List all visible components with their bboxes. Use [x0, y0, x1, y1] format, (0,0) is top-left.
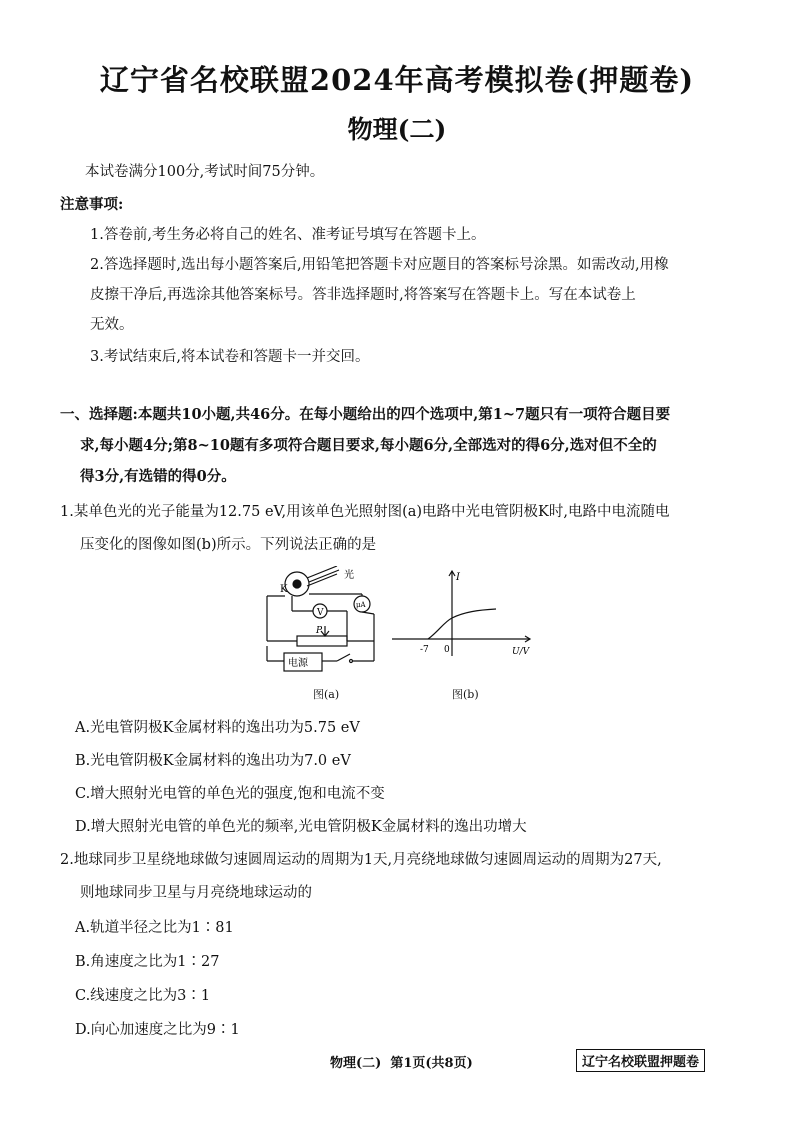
- intro-text: 本试卷满分100分,考试时间75分钟。: [85, 164, 325, 180]
- question-2-option-a: A.轨道半径之比为1∶81: [75, 920, 234, 936]
- phototube-cathode: [293, 580, 301, 588]
- question-1-stem-line-1: 1.某单色光的光子能量为12.75 eV,用该单色光照射图(a)电路中光电管阴极K时,电路中电流随电: [60, 504, 670, 520]
- section-1-line-2: 求,每小题4分;第8~10题有多项符合题目要求,每小题6分,全部选对的得6分,选对但不全的: [80, 437, 657, 454]
- page-footer: 物理(二) 第1页(共8页): [330, 1056, 473, 1071]
- tick-label-neg7: -7: [420, 645, 429, 655]
- iu-curve: [428, 609, 496, 639]
- notice-heading: 注意事项:: [60, 196, 124, 213]
- rheostat: [297, 636, 347, 646]
- notice-item-1: 1.答卷前,考生务必将自己的姓名、准考证号填写在答题卡上。: [90, 227, 486, 243]
- figure-b-caption: 图(b): [452, 688, 479, 701]
- tick-label-zero: 0: [444, 645, 450, 655]
- question-2-stem-line-2: 则地球同步卫星与月亮绕地球运动的: [80, 885, 312, 901]
- question-2-stem-line-1: 2.地球同步卫星绕地球做匀速圆周运动的周期为1天,月亮绕地球做匀速圆周运动的周期为27天,: [60, 852, 662, 868]
- question-1-option-c: C.增大照射光电管的单色光的强度,饱和电流不变: [75, 786, 385, 802]
- figure-a-caption: 图(a): [313, 688, 340, 701]
- section-1-line-1: 一、选择题:本题共10小题,共46分。在每小题给出的四个选项中,第1~7题只有一项符合题目要: [60, 406, 671, 423]
- label-k: K: [280, 584, 288, 595]
- label-ua: μA: [356, 601, 366, 609]
- axis-label-i: I: [456, 572, 460, 583]
- notice-item-3: 3.考试结束后,将本试卷和答题卡一并交回。: [90, 349, 370, 365]
- question-1-option-d: D.增大照射光电管的单色光的频率,光电管阴极K金属材料的逸出功增大: [75, 819, 527, 835]
- label-light: 光: [344, 570, 354, 581]
- section-1-line-3: 得3分,有选错的得0分。: [80, 468, 236, 485]
- page-subtitle: 物理(二): [347, 115, 447, 144]
- question-1-stem-line-2: 压变化的图像如图(b)所示。下列说法正确的是: [80, 537, 377, 553]
- label-source: 电源: [288, 658, 308, 669]
- switch: [337, 654, 350, 661]
- question-1-option-b: B.光电管阴极K金属材料的逸出功为7.0 eV: [75, 753, 351, 769]
- axis-label-u: U/V: [512, 647, 530, 657]
- iu-graph: [390, 566, 535, 661]
- notice-item-2-line-3: 无效。: [90, 317, 134, 333]
- question-1-option-a: A.光电管阴极K金属材料的逸出功为5.75 eV: [75, 720, 360, 736]
- notice-item-2-line-2: 皮擦干净后,再选涂其他答案标号。答非选择题时,将答案写在答题卡上。写在本试卷上: [90, 287, 636, 303]
- question-2-option-b: B.角速度之比为1∶27: [75, 954, 220, 970]
- notice-item-2-line-1: 2.答选择题时,选出每小题答案后,用铅笔把答题卡对应题目的答案标号涂黑。如需改动,用橡: [90, 257, 669, 273]
- label-v: V: [317, 608, 324, 618]
- question-2-option-c: C.线速度之比为3∶1: [75, 988, 211, 1004]
- label-p: P: [316, 626, 323, 636]
- circuit-diagram: [262, 566, 382, 676]
- page-title: 辽宁省名校联盟2024年高考模拟卷(押题卷): [99, 63, 695, 97]
- question-2-option-d: D.向心加速度之比为9∶1: [75, 1022, 240, 1038]
- footer-stamp: 辽宁名校联盟押题卷: [576, 1049, 705, 1072]
